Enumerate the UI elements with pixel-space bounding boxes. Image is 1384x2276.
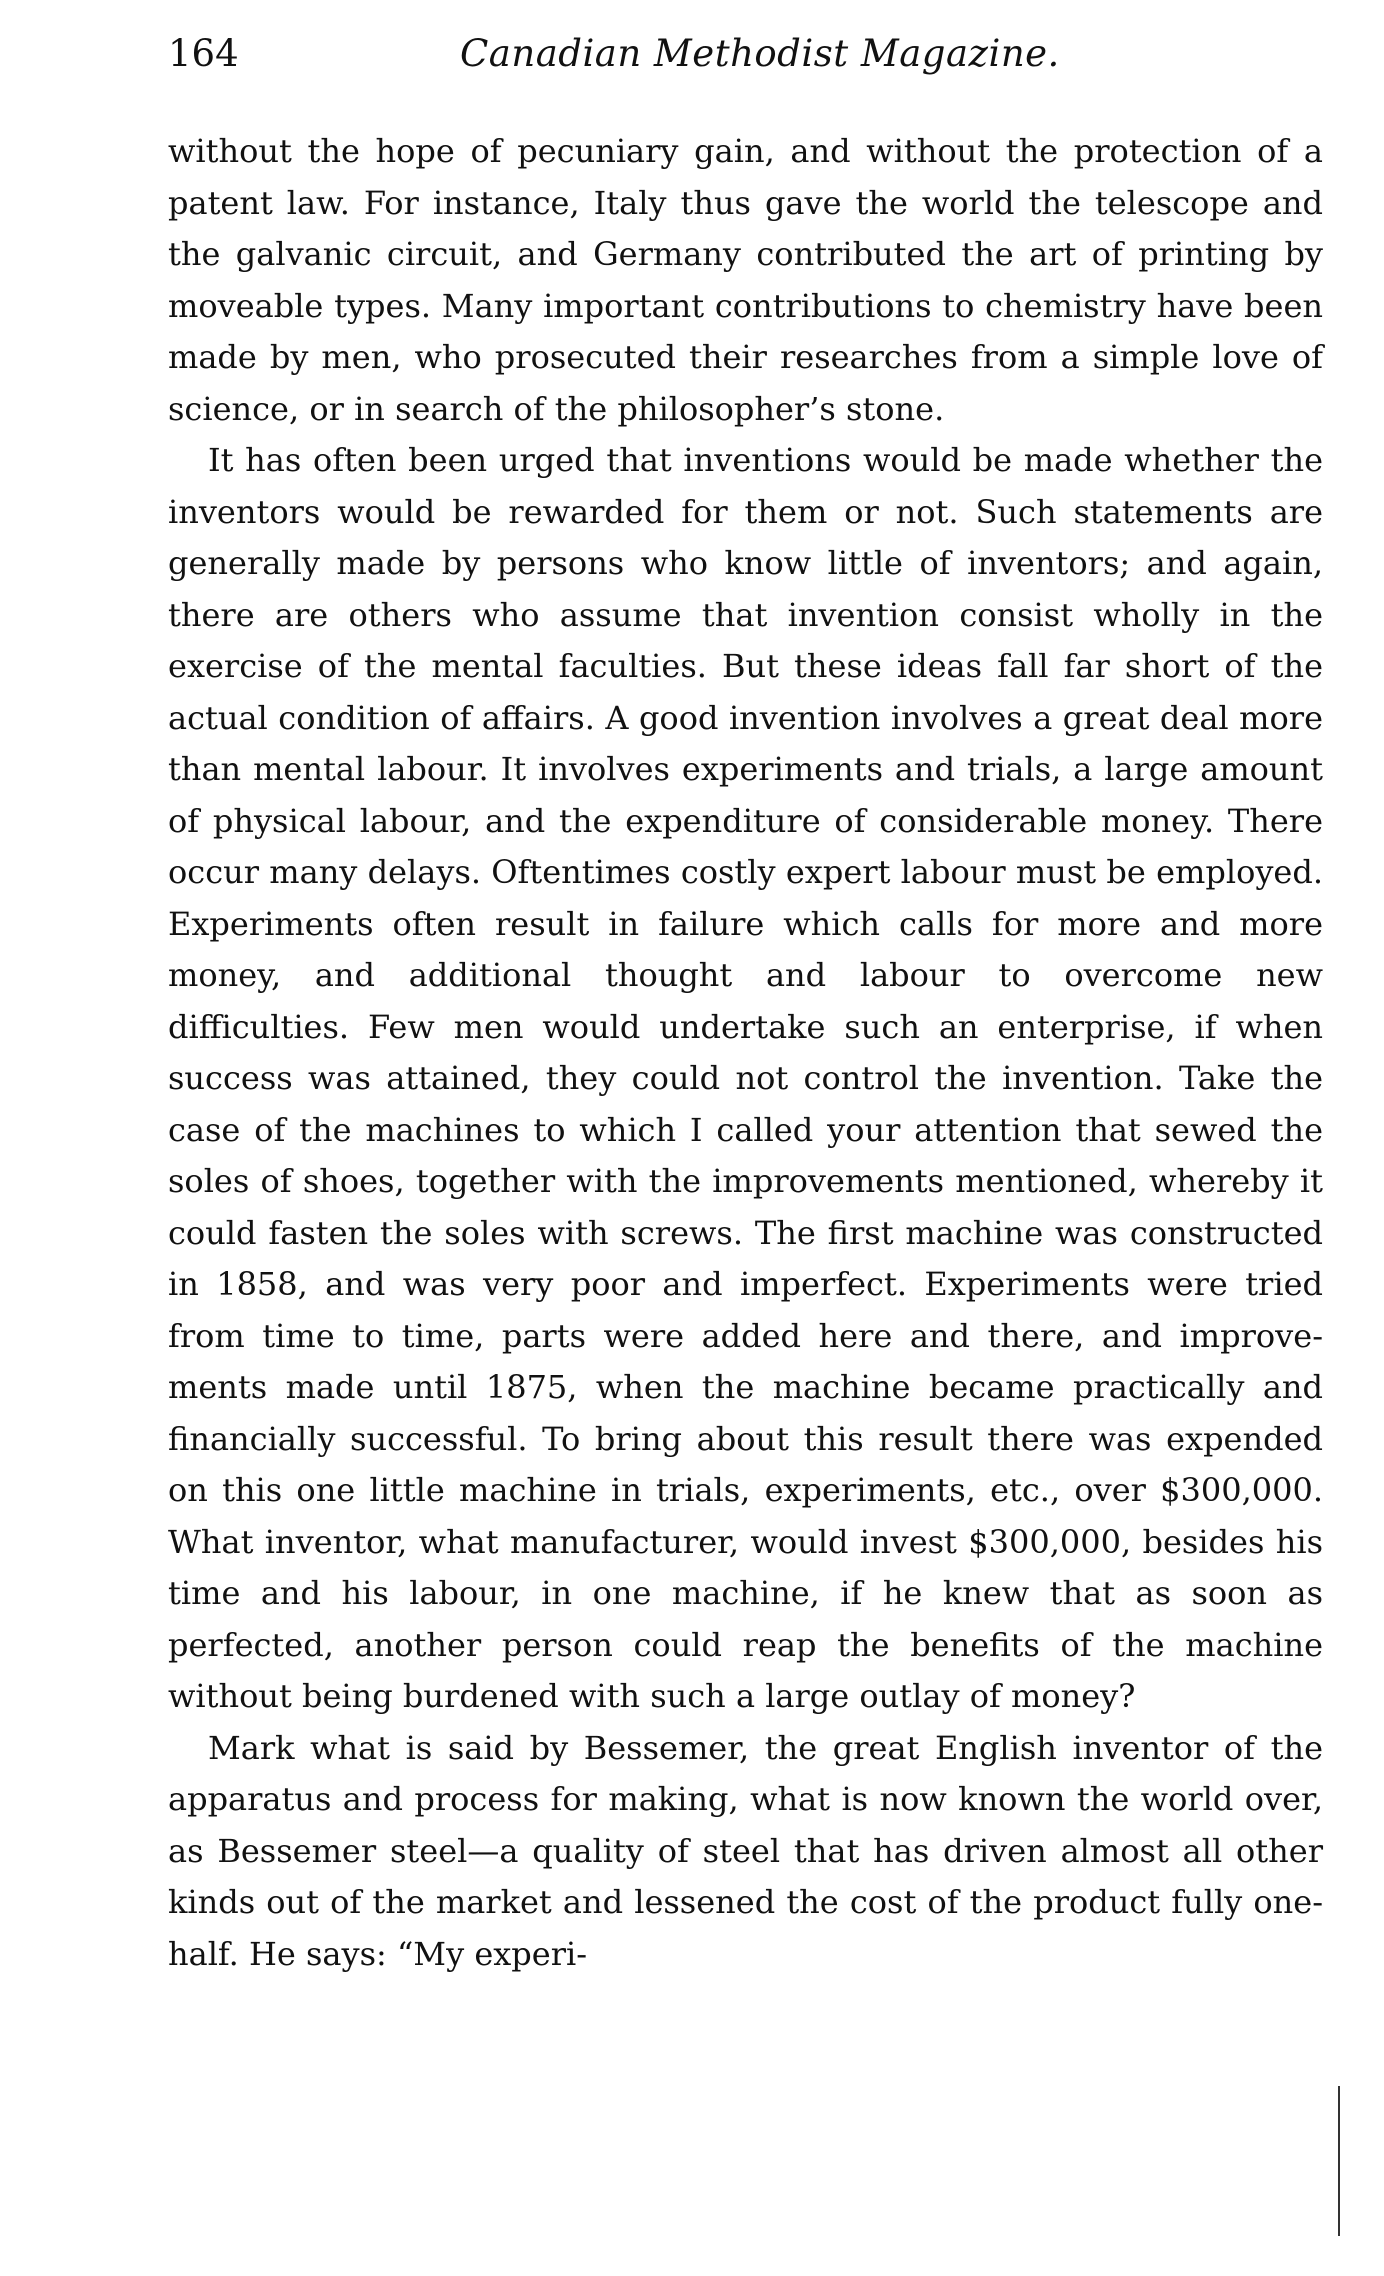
book-page xyxy=(168,24,1323,1980)
paragraph-continuation: without the hope of pecuniary gain, and without the protection of a patent law. For instance, Italy thus gave the world the telescope and the galvanic circuit, and Germany contributed the art of printing by moveable types. Many important contributions to chemistry have been made by men, who prosecuted their researches from a simple love of science, or in search of the philosopher’s stone. xyxy=(168,132,1323,428)
body-text xyxy=(168,126,1323,1980)
paragraph-inventions: It has often been urged that inventions would be made whether the inventors would be rewarded for them or not. Such statements are generally made by persons who know little of inventors; and again, there are others who assume that invention consist wholly in the exercise of the mental faculties. But these ideas fall far short of the actual condition of affairs. A good invention involves a great deal more than mental labour. It involves experiments and trials, a large amount of physical labour, and the expenditure of considerable money. There occur many delays. Oftentimes costly expert labour must be employed. Experiments often result in failure which calls for more and more money, and additional thought and labour to overcome new difficulties. Few men would undertake such an enterprise, if when success was attained, they could not control the invention. Take the case of the machines to which I called your attention that sewed the soles of shoes, together with the improvements mentioned, whereby it could fasten the soles with screws. The first machine was constructed in 1858, and was very poor and imperfect. Experiments were tried from time to time, parts were added here and there, and improvements made until 1875, when the machine became practically and financially successful. To bring about this result there was expended on this one little machine in trials, experiments, etc., over $300,000. What inventor, what manufacturer, would invest $300,000, besides his time and his labour, in one machine, if he knew that as soon as perfected, another person could reap the benefits of the machine without being burdened with such a large outlay of money? xyxy=(168,441,1323,1715)
page-number: 164 xyxy=(168,32,239,75)
page-header xyxy=(168,24,1323,84)
running-title: Canadian Methodist Magazine. xyxy=(460,32,1060,75)
margin-rule xyxy=(1338,2086,1340,2236)
paragraph-bessemer: Mark what is said by Bessemer, the great English inventor of the apparatus and process for making, what is now known the world over, as Bessemer steel—a quality of steel that has driven almost all other kinds out of the market and lessened the cost of the product fully one-half. He says: “My experi- xyxy=(168,1728,1323,1973)
